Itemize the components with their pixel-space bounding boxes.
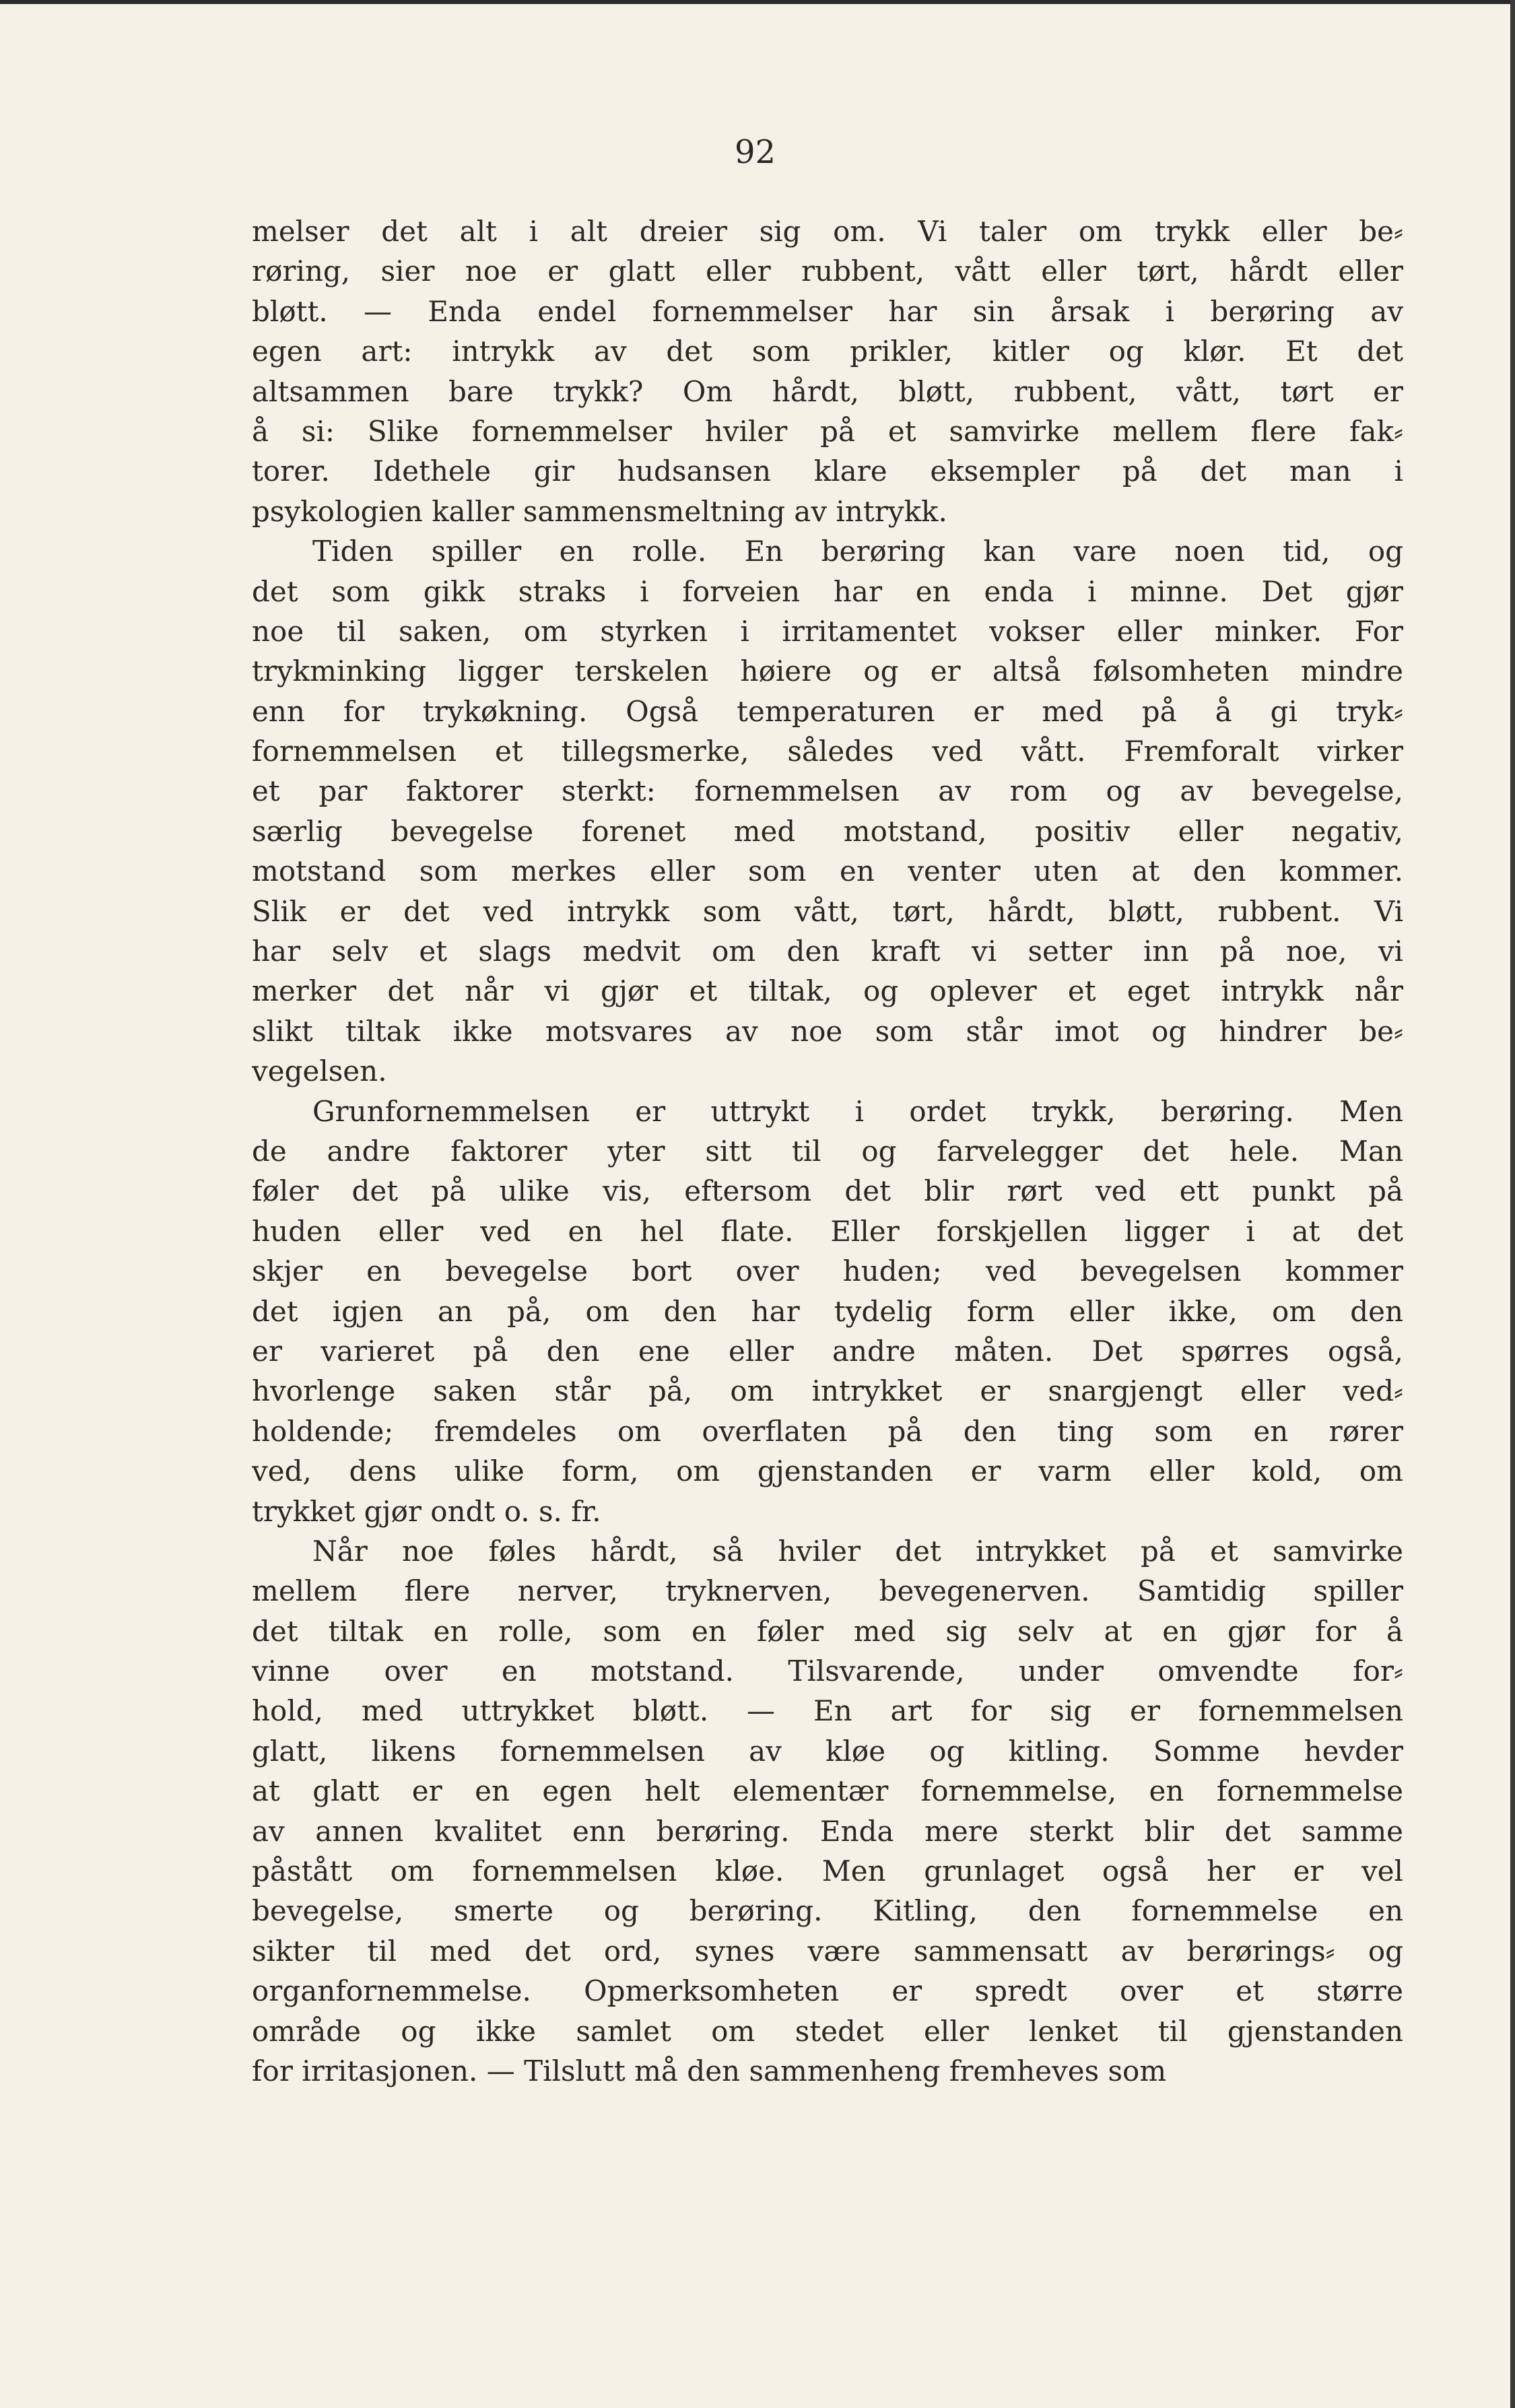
text-line: at glatt er en egen helt elementær fornemmelse, en fornemmelse [252, 1774, 1403, 1808]
text-line: røring, sier noe er glatt eller rubbent, vått eller tørt, hårdt eller [252, 255, 1403, 288]
text-line: er varieret på den ene eller andre måten. Det spørres også, [252, 1334, 1403, 1368]
text-line: melser det alt i alt dreier sig om. Vi taler om trykk eller be⸗ [252, 215, 1403, 248]
text-line: altsammen bare trykk? Om hårdt, bløtt, rubbent, vått, tørt er [252, 374, 1403, 408]
text-line: Tiden spiller en rolle. En berøring kan vare noen tid, og [312, 535, 1403, 568]
paragraph [252, 531, 1403, 1091]
text-line: vinne over en motstand. Tilsvarende, under omvendte for⸗ [252, 1654, 1403, 1688]
text-line: av annen kvalitet enn berøring. Enda mere sterkt blir det samme [252, 1814, 1403, 1848]
text-line: bevegelse, smerte og berøring. Kitling, den fornemmelse en [252, 1894, 1403, 1928]
text-line: Grunfornemmelsen er uttrykt i ordet trykk, berøring. Men [312, 1094, 1403, 1128]
text-line: har selv et slags medvit om den kraft vi setter inn på noe, vi [252, 935, 1403, 968]
text-line: skjer en bevegelse bort over huden; ved bevegelsen kommer [252, 1255, 1403, 1288]
text-line: det som gikk straks i forveien har en enda i minne. Det gjør [252, 574, 1403, 608]
paragraph [252, 211, 1403, 531]
text-line: bløtt. — Enda endel fornemmelser har sin årsak i berøring av [252, 294, 1403, 328]
text-line: fornemmelsen et tillegsmerke, således ved vått. Fremforalt virker [252, 735, 1403, 768]
book-page [0, 4, 1510, 2408]
text-line: holdende; fremdeles om overflaten på den ting som en rører [252, 1414, 1403, 1448]
text-line: psykologien kaller sammensmeltning av intrykk. [252, 494, 947, 528]
text-line: et par faktorer sterkt: fornemmelsen av rom og av bevegelse, [252, 774, 1403, 808]
text-line: torer. Idethele gir hudsansen klare eksempler på det man i [252, 455, 1403, 488]
page-number: 92 [734, 133, 776, 171]
text-line: Når noe føles hårdt, så hviler det intrykket på et samvirke [312, 1534, 1403, 1568]
text-line: særlig bevegelse forenet med motstand, positiv eller negativ, [252, 814, 1403, 848]
text-line: huden eller ved en hel flate. Eller forskjellen ligger i at det [252, 1214, 1403, 1248]
text-line: føler det på ulike vis, eftersom det blir rørt ved ett punkt på [252, 1174, 1403, 1208]
text-line: mellem flere nerver, tryknerven, bevegenerven. Samtidig spiller [252, 1574, 1403, 1608]
body-text [252, 211, 1403, 2091]
text-line: Slik er det ved intrykk som vått, tørt, hårdt, bløtt, rubbent. Vi [252, 894, 1403, 928]
text-line: noe til saken, om styrken i irritamentet vokser eller minker. For [252, 614, 1403, 648]
text-line: å si: Slike fornemmelser hviler på et samvirke mellem flere fak⸗ [252, 414, 1403, 448]
text-line: motstand som merkes eller som en venter uten at den kommer. [252, 855, 1403, 888]
text-line: vegelsen. [252, 1055, 387, 1088]
scan-edge-right [1510, 0, 1515, 2408]
text-line: slikt tiltak ikke motsvares av noe som står imot og hindrer be⸗ [252, 1014, 1403, 1048]
text-line: organfornemmelse. Opmerksomheten er spredt over et større [252, 1974, 1403, 2008]
text-line: trykminking ligger terskelen høiere og er altså følsomheten mindre [252, 655, 1403, 688]
text-line: egen art: intrykk av det som prikler, kitler og klør. Et det [252, 335, 1403, 368]
text-line: påstått om fornemmelsen kløe. Men grunlaget også her er vel [252, 1854, 1403, 1888]
text-line: sikter til med det ord, synes være sammensatt av berørings⸗ og [252, 1934, 1403, 1968]
text-line: for irritasjonen. — Tilslutt må den sammenheng fremheves som [252, 2054, 1167, 2087]
text-line: det igjen an på, om den har tydelig form eller ikke, om den [252, 1294, 1403, 1328]
paragraph [252, 1531, 1403, 2091]
text-line: merker det når vi gjør et tiltak, og oplever et eget intrykk når [252, 974, 1403, 1008]
text-line: hvorlenge saken står på, om intrykket er snargjengt eller ved⸗ [252, 1374, 1403, 1408]
text-line: trykket gjør ondt o. s. fr. [252, 1494, 601, 1528]
paragraph [252, 1092, 1403, 1531]
text-line: område og ikke samlet om stedet eller lenket til gjenstanden [252, 2014, 1403, 2048]
text-line: ved, dens ulike form, om gjenstanden er varm eller kold, om [252, 1454, 1403, 1488]
text-line: enn for trykøkning. Også temperaturen er med på å gi tryk⸗ [252, 694, 1403, 728]
text-line: det tiltak en rolle, som en føler med sig selv at en gjør for å [252, 1614, 1403, 1648]
text-line: glatt, likens fornemmelsen av kløe og kitling. Somme hevder [252, 1734, 1403, 1768]
text-line: de andre faktorer yter sitt til og farvelegger det hele. Man [252, 1134, 1403, 1168]
text-line: hold, med uttrykket bløtt. — En art for sig er fornemmelsen [252, 1694, 1403, 1728]
